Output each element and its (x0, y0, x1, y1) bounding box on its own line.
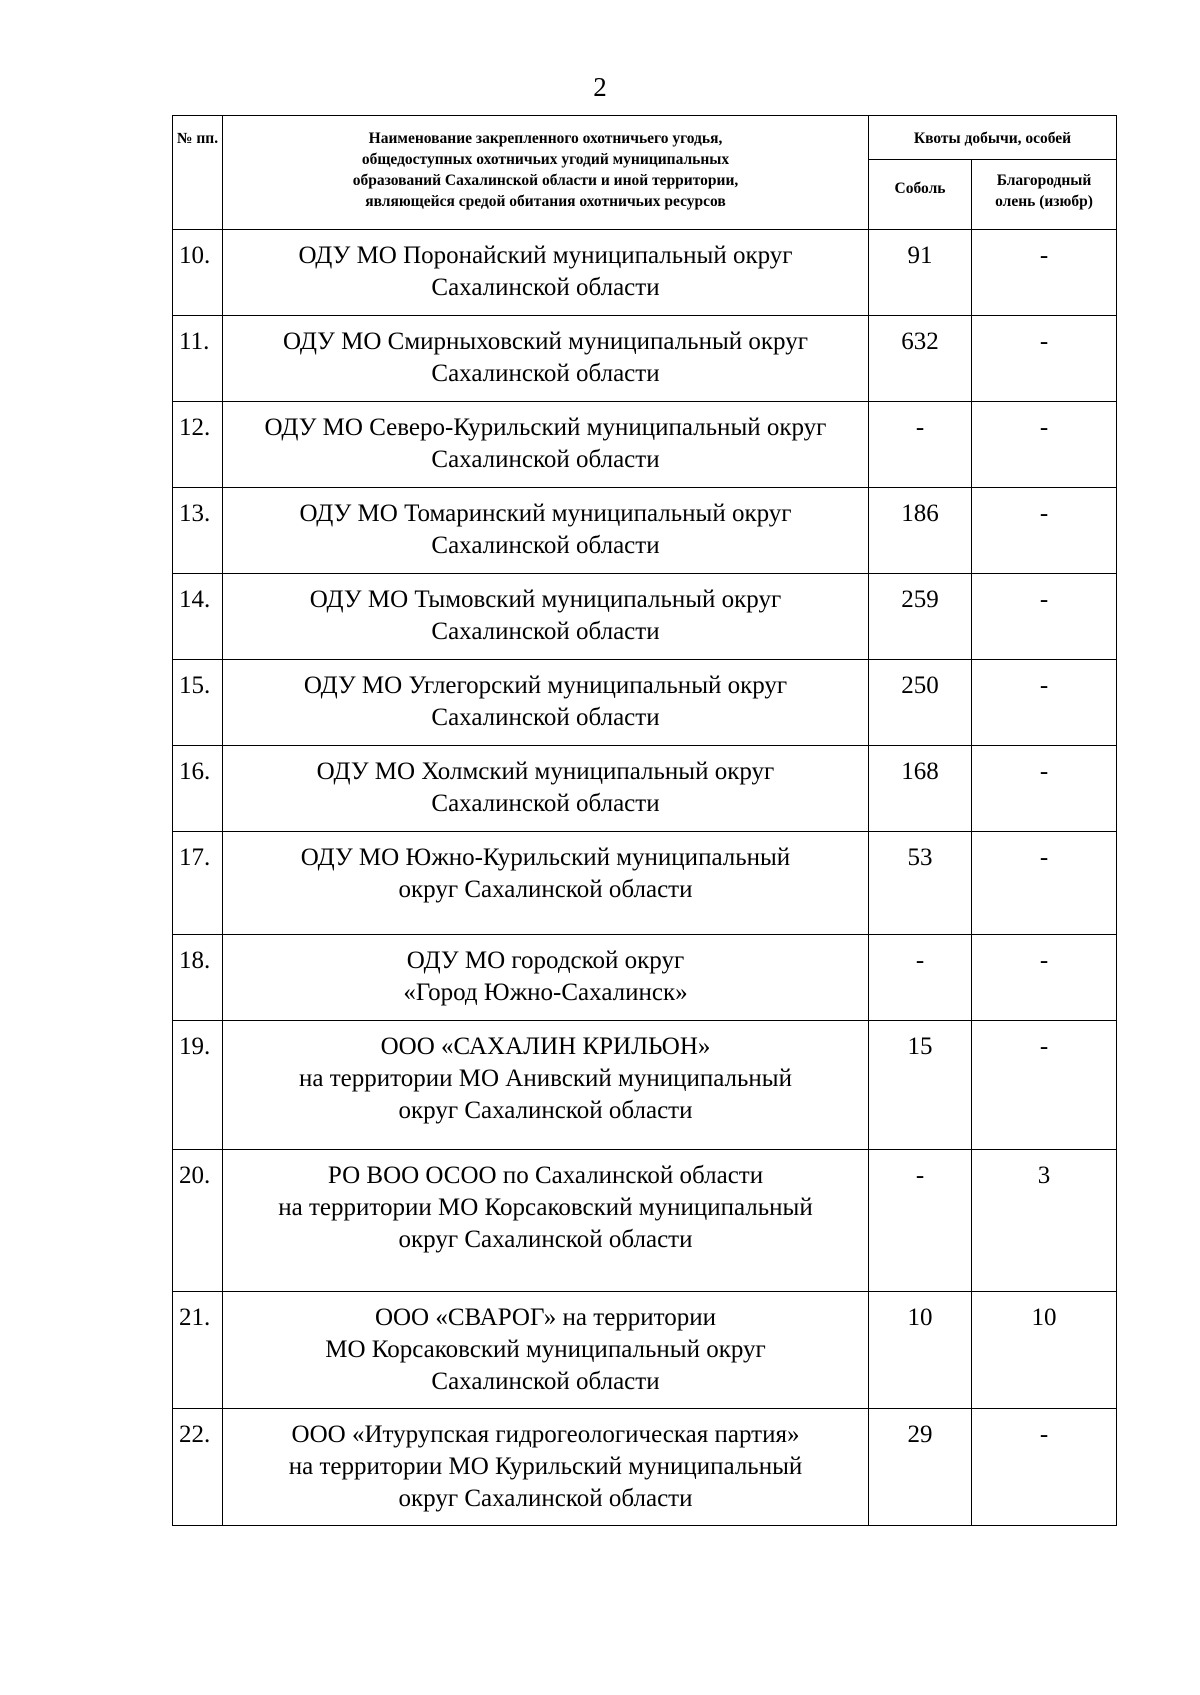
table-row (173, 1021, 1117, 1150)
row-deer: - (972, 1409, 1117, 1526)
row-name (223, 574, 869, 660)
row-name-line: Сахалинской области (431, 790, 660, 817)
header-deer-line: Благородный (996, 172, 1092, 189)
table-row (173, 1150, 1117, 1292)
table-row (173, 402, 1117, 488)
row-number: 13. (173, 488, 223, 574)
row-sable: 250 (869, 660, 972, 746)
header-deer (972, 160, 1117, 230)
page-number: 2 (593, 72, 607, 102)
row-deer: 3 (972, 1150, 1117, 1292)
table-row (173, 1292, 1117, 1409)
row-number: 12. (173, 402, 223, 488)
table-row (173, 230, 1117, 316)
row-name-line: Сахалинской области (431, 274, 660, 301)
header-name (223, 116, 869, 230)
row-name-line: ОДУ МО Поронайский муниципальный округ (298, 242, 793, 269)
row-name-line: Сахалинской области (431, 532, 660, 559)
row-name-line: Сахалинской области (431, 446, 660, 473)
row-name-line: РО ВОО ОСОО по Сахалинской области (327, 1162, 764, 1189)
row-name-line: округ Сахалинской области (398, 1226, 693, 1253)
row-number: 16. (173, 746, 223, 832)
header-name-line: являющейся средой обитания охотничьих ресурсов (365, 193, 726, 210)
row-name-line: Сахалинской области (431, 360, 660, 387)
row-name-line: «Город Южно-Сахалинск» (403, 979, 688, 1006)
row-sable: 168 (869, 746, 972, 832)
row-name (223, 1021, 869, 1150)
row-name-line: ООО «СВАРОГ» на территории (374, 1304, 717, 1331)
row-number: 11. (173, 316, 223, 402)
row-name-line: округ Сахалинской области (398, 1097, 693, 1124)
row-name-line: Сахалинской области (431, 704, 660, 731)
row-deer: - (972, 488, 1117, 574)
row-number: 22. (173, 1409, 223, 1526)
table-row (173, 935, 1117, 1021)
row-number: 10. (173, 230, 223, 316)
table-row (173, 574, 1117, 660)
row-name (223, 832, 869, 935)
row-sable: 29 (869, 1409, 972, 1526)
row-name-line: ОДУ МО Томаринский муниципальный округ (299, 500, 792, 527)
row-deer: - (972, 574, 1117, 660)
row-name (223, 402, 869, 488)
row-name-line: ООО «Итурупская гидрогеологическая партия» (291, 1421, 800, 1448)
row-sable: - (869, 402, 972, 488)
row-name-line: ОДУ МО Южно-Курильский муниципальный (300, 844, 791, 871)
header-sable: Соболь (869, 160, 972, 230)
row-name-line: ОДУ МО Смирныховский муниципальный округ (283, 328, 808, 355)
row-name-line: на территории МО Корсаковский муниципальный (278, 1194, 813, 1221)
header-name-line: образований Сахалинской области и иной территории, (352, 172, 739, 189)
row-name (223, 1150, 869, 1292)
row-name-line: округ Сахалинской области (398, 876, 693, 903)
row-name (223, 1292, 869, 1409)
row-sable: 10 (869, 1292, 972, 1409)
row-number: 14. (173, 574, 223, 660)
row-name (223, 935, 869, 1021)
table-row (173, 746, 1117, 832)
row-name-line: ОДУ МО городской округ (406, 947, 685, 974)
row-name (223, 746, 869, 832)
table-row (173, 660, 1117, 746)
row-sable: 632 (869, 316, 972, 402)
row-name-line: ОДУ МО Северо-Курильский муниципальный округ (264, 414, 827, 441)
header-deer-line: олень (изюбр) (995, 193, 1093, 210)
row-name-line: ОДУ МО Холмский муниципальный округ (316, 758, 775, 785)
row-deer: - (972, 660, 1117, 746)
row-name-line: ОДУ МО Тымовский муниципальный округ (309, 586, 782, 613)
table-row (173, 832, 1117, 935)
quota-table (172, 115, 1117, 1526)
row-name (223, 316, 869, 402)
row-number: 21. (173, 1292, 223, 1409)
row-sable: - (869, 935, 972, 1021)
header-name-line: общедоступных охотничьих угодий муниципальных (361, 151, 730, 168)
header-row-1 (173, 116, 1117, 160)
header-name-line: Наименование закрепленного охотничьего угодья, (368, 130, 723, 147)
row-name-line: округ Сахалинской области (398, 1485, 693, 1512)
row-deer: - (972, 832, 1117, 935)
table-row (173, 1409, 1117, 1526)
row-deer: - (972, 746, 1117, 832)
row-name (223, 488, 869, 574)
row-sable: 53 (869, 832, 972, 935)
row-sable: 259 (869, 574, 972, 660)
row-sable: 15 (869, 1021, 972, 1150)
row-sable: - (869, 1150, 972, 1292)
row-name (223, 660, 869, 746)
row-sable: 186 (869, 488, 972, 574)
row-number: 17. (173, 832, 223, 935)
header-num: № пп. (173, 116, 223, 230)
row-deer: - (972, 1021, 1117, 1150)
row-name-line: МО Корсаковский муниципальный округ (325, 1336, 766, 1363)
row-deer: 10 (972, 1292, 1117, 1409)
row-name (223, 1409, 869, 1526)
table-row (173, 316, 1117, 402)
header-quota: Квоты добычи, особей (869, 116, 1117, 160)
row-name-line: ОДУ МО Углегорский муниципальный округ (303, 672, 788, 699)
row-name-line: на территории МО Курильский муниципальный (288, 1453, 803, 1480)
table-row (173, 488, 1117, 574)
row-name-line: Сахалинской области (431, 618, 660, 645)
row-deer: - (972, 316, 1117, 402)
row-name-line: ООО «САХАЛИН КРИЛЬОН» (380, 1033, 711, 1060)
row-number: 18. (173, 935, 223, 1021)
row-deer: - (972, 402, 1117, 488)
row-name (223, 230, 869, 316)
row-deer: - (972, 935, 1117, 1021)
row-name-line: Сахалинской области (431, 1368, 660, 1395)
row-number: 15. (173, 660, 223, 746)
row-number: 20. (173, 1150, 223, 1292)
row-deer: - (972, 230, 1117, 316)
row-name-line: на территории МО Анивский муниципальный (299, 1065, 792, 1092)
row-sable: 91 (869, 230, 972, 316)
row-number: 19. (173, 1021, 223, 1150)
